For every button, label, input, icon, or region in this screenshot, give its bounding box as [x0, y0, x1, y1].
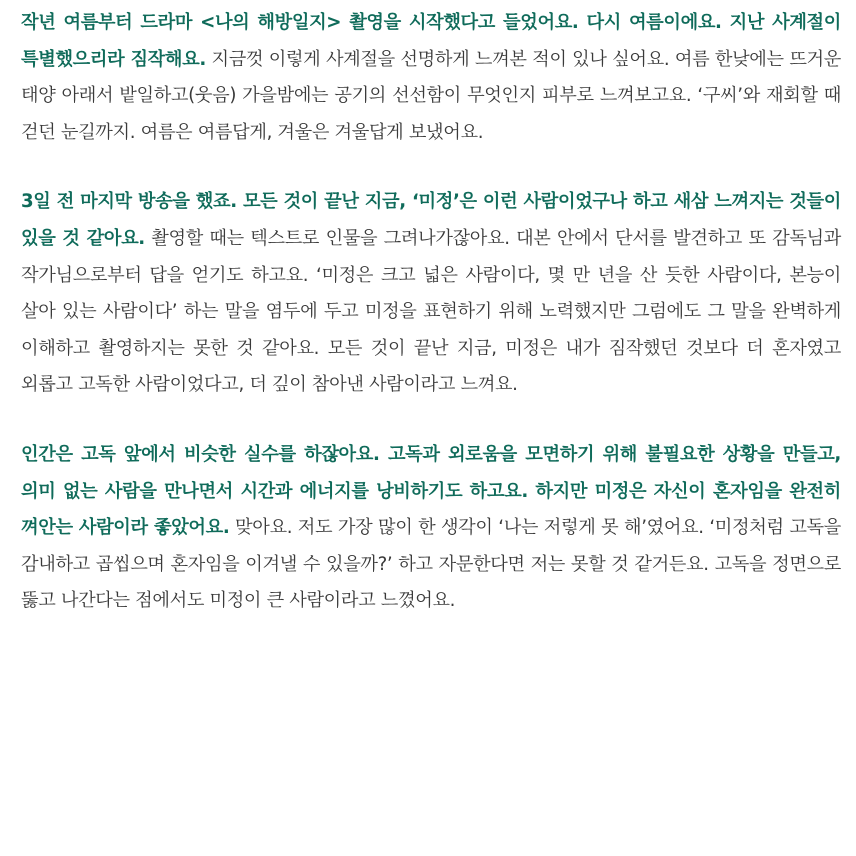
question-text: 작년 여름부터 드라마 <나의 해방일지> 촬영을 시작했다고 들었어요. 다시 여름이에요. 지난 사계절이 특별했으리라 짐작해요. [21, 12, 841, 70]
question-text: 인간은 고독 앞에서 비슷한 실수를 하잖아요. 고독과 외로움을 모면하기 위해 불필요한 상황을 만들고, 의미 없는 사람을 만나면서 시간과 에너지를 낭비하기도 하고요. 하지만 미정은 자신이 혼자임을 완전히 껴안는 사람이라 좋았어요. [21, 443, 841, 539]
paragraph-3 [21, 437, 841, 620]
answer-text: 촬영할 때는 텍스트로 인물을 그려나가잖아요. 대본 안에서 단서를 발견하고 또 감독님과 작가님으로부터 답을 얻기도 하고요. ‘미정은 크고 넓은 사람이다, 몇 만 년을 산 듯한 사람이다, 본능이 살아 있는 사람이다’ 하는 말을 염두에 두고 미정을 표현하기 위해 노력했지만 그럼에도 그 말을 완벽하게 이해하고 촬영하지는 못한 것 같아요. 모든 것이 끝난 지금, 미정은 내가 짐작했던 것보다 더 혼자였고 외롭고 고독한 사람이었다고, 더 깊이 참아낸 사람이라고 느껴요. [21, 227, 841, 396]
article-body [21, 5, 841, 653]
answer-text: 지금껏 이렇게 사계절을 선명하게 느껴본 적이 있나 싶어요. 여름 한낮에는 뜨거운 태양 아래서 밭일하고(웃음) 가을밤에는 공기의 선선함이 무엇인지 피부로 느껴보고요. ‘구씨’와 재회할 때 걷던 눈길까지. 여름은 여름답게, 겨울은 겨울답게 보냈어요. [21, 48, 841, 143]
answer-text: 맞아요. 저도 가장 많이 한 생각이 ‘나는 저렇게 못 해’였어요. ‘미정처럼 고독을 감내하고 곱씹으며 혼자임을 이겨낼 수 있을까?’ 하고 자문한다면 저는 못할 것 같거든요. 고독을 정면으로 뚫고 나간다는 점에서도 미정이 큰 사람이라고 느꼈어요. [21, 517, 841, 612]
paragraph-2 [21, 184, 841, 404]
question-text: 3일 전 마지막 방송을 했죠. 모든 것이 끝난 지금, ‘미정’은 이런 사람이었구나 하고 새삼 느껴지는 것들이 있을 것 같아요. [21, 191, 841, 249]
paragraph-1 [21, 5, 841, 151]
